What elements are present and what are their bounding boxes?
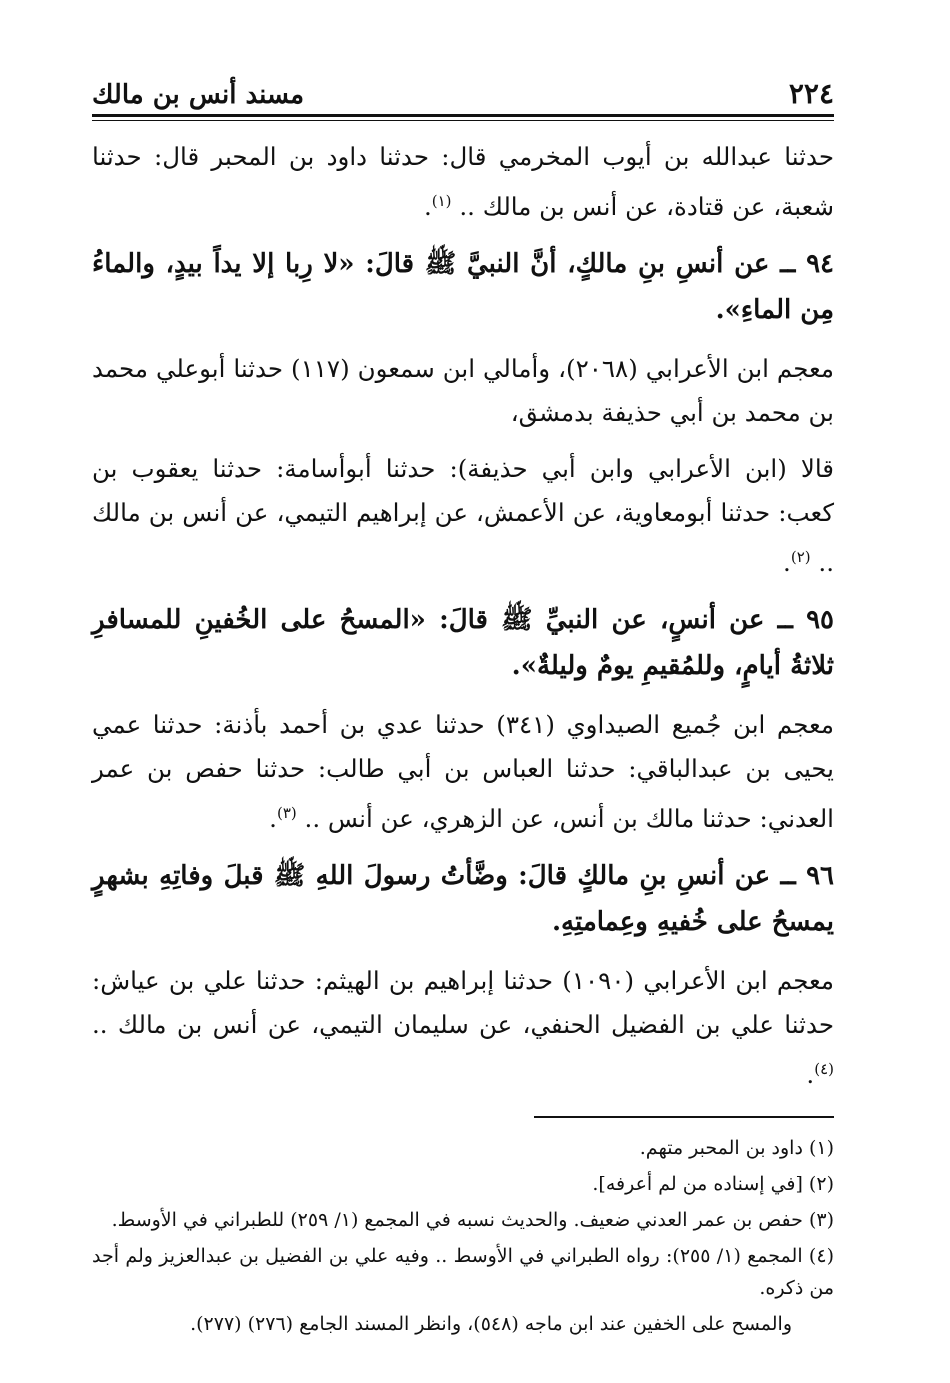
paragraph-text: قالا (ابن الأعرابي وابن أبي حذيفة): حدثنا أبوأسامة: حدثنا يعقوب بن كعب: حدثنا أبومعاوية، عن الأعمش، عن إبراهيم التيمي، عن أنس بن مالك .. xyxy=(92,454,834,578)
footnote: (٤) المجمع (١/ ٢٥٥): رواه الطبراني في الأوسط .. وفيه علي بن الفضيل بن عبدالعزيز ولم أجد من ذكره. xyxy=(92,1244,834,1299)
hadith-95: ٩٥ ــ عن أنسٍ، عن النبيِّ ﷺ قالَ: «المسحُ على الخُفينِ للمسافرِ ثلاثةُ أيامٍ، وللمُقيمِ يومٌ وليلةٌ». xyxy=(92,605,834,682)
isnad-paragraph: معجم ابن الأعرابي (١٠٩٠) حدثنا إبراهيم بن الهيثم: حدثنا علي بن عياش: حدثنا علي بن الفضيل الحنفي، عن سليمان التيمي، عن أنس بن مالك .. $^{(٤)}$. xyxy=(92,966,834,1090)
footnote-ref: (١) xyxy=(431,192,452,210)
isnad-paragraph: معجم ابن جُميع الصيداوي (٣٤١) حدثنا عدي بن أحمد بأذنة: حدثنا عمي يحيى بن عبدالباقي: حدثنا العباس بن أبي طالب: حدثنا حفص بن عمر العدني: حدثنا مالك بن أنس، عن الزهري، عن أنس .. $^{(٣)}$. xyxy=(92,710,834,834)
footnote: (٣) حفص بن عمر العدني ضعيف. والحديث نسبه في المجمع (١/ ٢٥٩) للطبراني في الأوسط. xyxy=(111,1208,834,1231)
paragraph-text: معجم ابن جُميع الصيداوي (٣٤١) حدثنا عدي بن أحمد بأذنة: حدثنا عمي يحيى بن عبدالباقي: حدثنا العباس بن أبي طالب: حدثنا حفص بن عمر العدني: حدثنا مالك بن أنس، عن الزهري، عن أنس .. xyxy=(92,710,834,834)
hadith-96: ٩٦ ــ عن أنسِ بنِ مالكٍ قالَ: وضَّأتُ رسولَ اللهِ ﷺ قبلَ وفاتِهِ بشهرٍ يمسحُ على خُفيهِ وعِمامتِهِ. xyxy=(92,861,834,938)
source-paragraph: معجم ابن الأعرابي (٢٠٦٨)، وأمالي ابن سمعون (١١٧) حدثنا أبوعلي محمد بن محمد بن أبي حذيفة بدمشق، xyxy=(92,354,834,428)
paragraph-text: معجم ابن الأعرابي (١٠٩٠) حدثنا إبراهيم بن الهيثم: حدثنا علي بن عياش: حدثنا علي بن الفضيل الحنفي، عن سليمان التيمي، عن أنس بن مالك .. xyxy=(92,966,834,1040)
book-page xyxy=(92,62,834,1340)
header-rule-thin xyxy=(92,120,834,121)
running-title: مسند أنس بن مالك xyxy=(92,80,305,110)
paragraph-text: حدثنا عبدالله بن أيوب المخرمي قال: حدثنا داود بن المحبر قال: حدثنا شعبة، عن قتادة، عن أنس بن مالك .. xyxy=(92,142,834,222)
footnote-separator xyxy=(534,1116,834,1118)
hadith-94: ٩٤ ــ عن أنسِ بنِ مالكٍ، أنَّ النبيَّ ﷺ قالَ: «لا رِبا إلا يداً بيدٍ، والماءُ مِن الماءِ». xyxy=(92,249,834,326)
footnote-continuation: والمسح على الخفين عند ابن ماجه (٥٤٨)، وانظر المسند الجامع (٢٧٦) (٢٧٧). xyxy=(190,1312,792,1335)
page-header xyxy=(92,62,834,110)
footnote-ref: (٢) xyxy=(790,548,811,567)
footnote: (١) داود بن المحبر متهم. xyxy=(639,1136,834,1159)
isnad-paragraph: حدثنا عبدالله بن أيوب المخرمي قال: حدثنا داود بن المحبر قال: حدثنا شعبة، عن قتادة، عن أنس بن مالك .. $^{(١)}$. xyxy=(92,142,834,222)
footnote-ref: (٤) xyxy=(814,1060,834,1079)
footnote: (٢) [في إسناده من لم أعرفه]. xyxy=(592,1172,834,1195)
footnote-ref: (٣) xyxy=(276,804,297,823)
page-number: ٢٢٤ xyxy=(788,77,834,110)
header-rule-thick xyxy=(92,114,834,117)
isnad-paragraph: قالا (ابن الأعرابي وابن أبي حذيفة): حدثنا أبوأسامة: حدثنا يعقوب بن كعب: حدثنا أبومعاوية، عن الأعمش، عن إبراهيم التيمي، عن أنس بن مالك .. $^{(٢)}$. xyxy=(92,454,834,578)
